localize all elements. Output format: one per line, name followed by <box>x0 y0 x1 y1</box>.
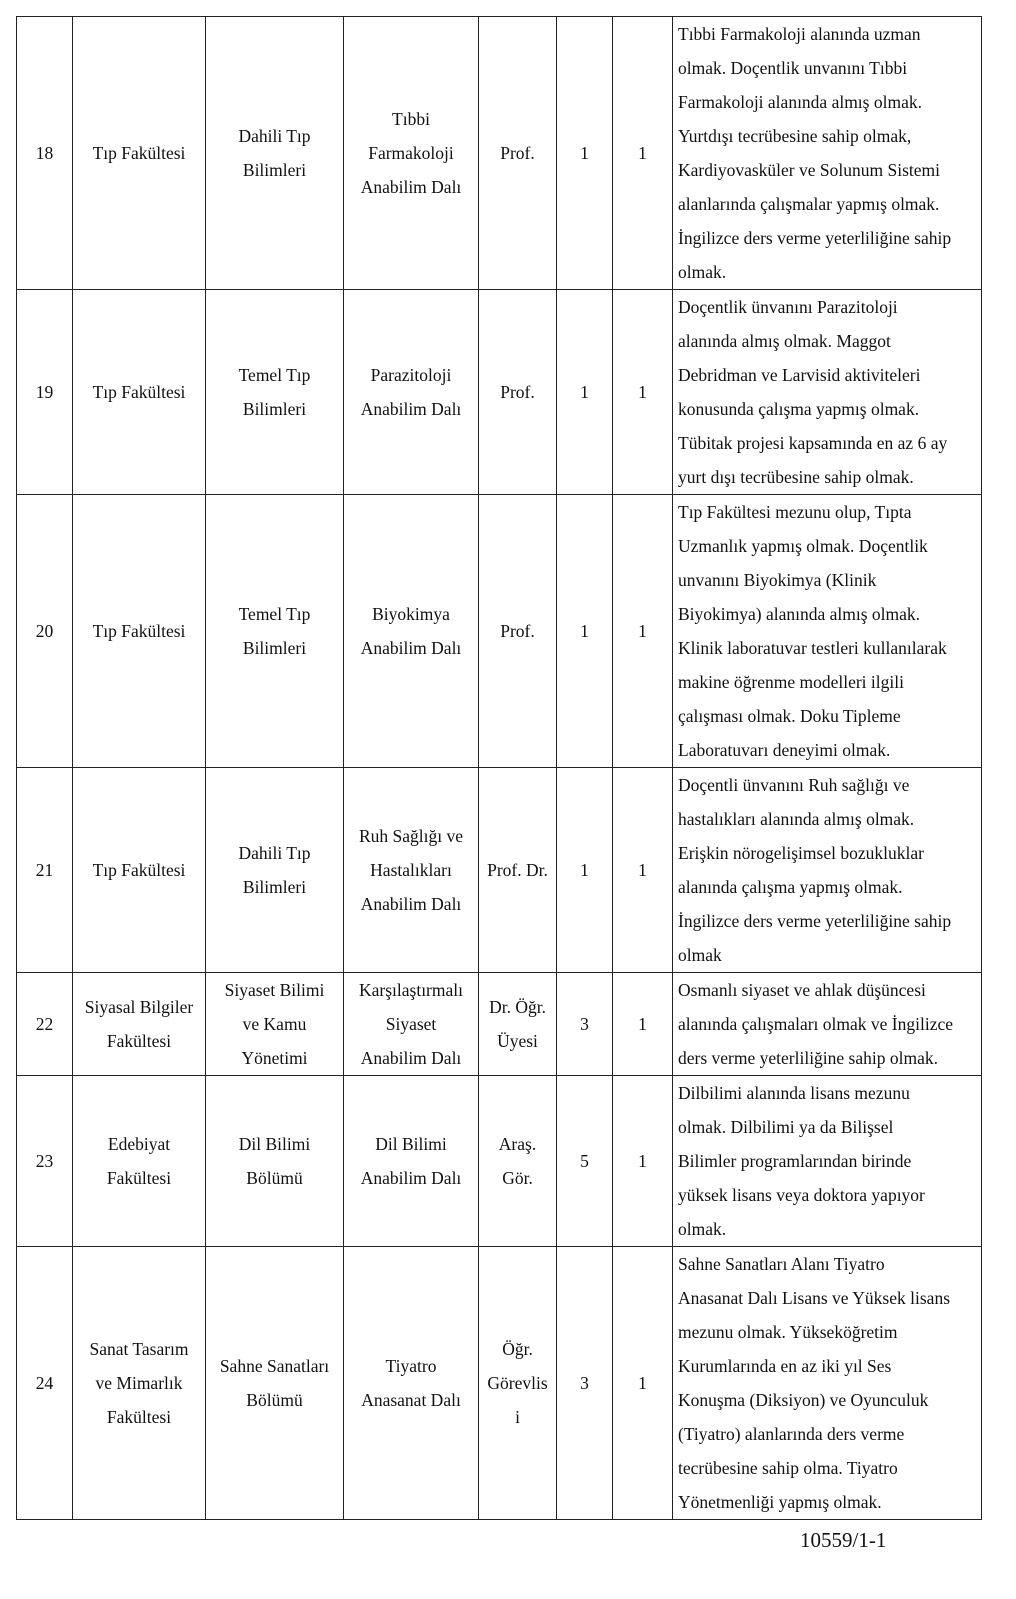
cell-row-number: 18 <box>17 17 73 290</box>
cell-academic-title-line: i <box>515 1407 520 1427</box>
cell-academic-title-line: Prof. Dr. <box>487 860 548 880</box>
cell-requirements <box>673 768 982 973</box>
cell-division <box>344 1076 479 1247</box>
staff-positions-table <box>16 16 982 1520</box>
cell-academic-title-line: Gör. <box>502 1168 533 1188</box>
cell-degree: 1 <box>557 290 613 495</box>
cell-requirements-line: Yönetmenliği yapmış olmak. <box>678 1492 882 1512</box>
cell-division-line: Ruh Sağlığı ve <box>358 826 464 846</box>
cell-degree: 1 <box>557 768 613 973</box>
cell-requirements <box>673 1247 982 1520</box>
cell-position-count: 1 <box>613 495 673 768</box>
cell-position-count: 1 <box>613 17 673 290</box>
cell-faculty-line: Fakültesi <box>106 1031 172 1051</box>
cell-division-line: Anabilim Dalı <box>360 399 462 419</box>
cell-position-count: 1 <box>613 1247 673 1520</box>
cell-academic-title-line: Üyesi <box>497 1031 538 1051</box>
cell-requirements-line: alanında almış olmak. Maggot <box>678 331 891 351</box>
table-row <box>17 973 982 1076</box>
cell-division <box>344 290 479 495</box>
cell-faculty <box>73 973 206 1076</box>
document-reference-number: 10559/1-1 <box>800 1528 887 1552</box>
cell-division <box>344 768 479 973</box>
cell-department-line: Sahne Sanatları <box>219 1356 330 1376</box>
cell-requirements-line: Doçentli ünvanını Ruh sağlığı ve <box>678 775 910 795</box>
cell-faculty-line: Edebiyat <box>107 1134 171 1154</box>
cell-degree: 3 <box>557 973 613 1076</box>
cell-academic-title <box>479 973 557 1076</box>
cell-requirements-line: Kurumlarında en az iki yıl Ses <box>678 1356 892 1376</box>
table-row <box>17 290 982 495</box>
cell-requirements-line: unvanını Biyokimya (Klinik <box>678 570 877 590</box>
cell-requirements-line: olmak <box>678 945 722 965</box>
cell-division <box>344 17 479 290</box>
cell-requirements-line: Osmanlı siyaset ve ahlak düşüncesi <box>678 980 926 1000</box>
cell-division-line: Parazitoloji <box>370 365 452 385</box>
cell-division-line: Anabilim Dalı <box>360 177 462 197</box>
cell-academic-title <box>479 1076 557 1247</box>
cell-row-number: 23 <box>17 1076 73 1247</box>
cell-requirements-line: Tıbbi Farmakoloji alanında uzman <box>678 24 921 44</box>
cell-faculty-line: Tıp Fakültesi <box>92 860 186 880</box>
cell-department-line: Bilimleri <box>242 399 307 419</box>
cell-degree: 5 <box>557 1076 613 1247</box>
cell-requirements-line: Bilimler programlarından birinde <box>678 1151 912 1171</box>
cell-faculty <box>73 290 206 495</box>
cell-requirements-line: Kardiyovasküler ve Solunum Sistemi <box>678 160 940 180</box>
cell-requirements-line: makine öğrenme modelleri ilgili <box>678 672 904 692</box>
cell-requirements-line: İngilizce ders verme yeterliliğine sahip <box>678 911 952 931</box>
cell-requirements-line: alanlarında çalışmalar yapmış olmak. <box>678 194 940 214</box>
cell-division-line: Anabilim Dalı <box>360 638 462 658</box>
cell-department-line: ve Kamu <box>242 1014 307 1034</box>
cell-row-number: 19 <box>17 290 73 495</box>
cell-academic-title-line: Prof. <box>500 143 535 163</box>
cell-division-line: Dil Bilimi <box>375 1134 447 1154</box>
cell-degree: 3 <box>557 1247 613 1520</box>
cell-department-line: Bölümü <box>246 1168 303 1188</box>
cell-faculty <box>73 768 206 973</box>
cell-department <box>206 495 344 768</box>
cell-requirements-line: olmak. Doçentlik unvanını Tıbbi <box>678 58 908 78</box>
cell-position-count: 1 <box>613 290 673 495</box>
cell-requirements <box>673 290 982 495</box>
cell-requirements-line: Sahne Sanatları Alanı Tiyatro <box>678 1254 885 1274</box>
cell-division-line: Biyokimya <box>372 604 450 624</box>
cell-requirements-line: İngilizce ders verme yeterliliğine sahip <box>678 228 952 248</box>
cell-division <box>344 973 479 1076</box>
cell-position-count: 1 <box>613 973 673 1076</box>
cell-requirements-line: Tıp Fakültesi mezunu olup, Tıpta <box>678 502 912 522</box>
cell-faculty <box>73 17 206 290</box>
cell-academic-title <box>479 768 557 973</box>
cell-academic-title <box>479 290 557 495</box>
cell-row-number: 21 <box>17 768 73 973</box>
cell-department <box>206 17 344 290</box>
cell-academic-title-line: Araş. <box>498 1134 537 1154</box>
cell-requirements-line: ders verme yeterliliğine sahip olmak. <box>678 1048 938 1068</box>
cell-requirements-line: mezunu olmak. Yükseköğretim <box>678 1322 898 1342</box>
cell-department <box>206 1247 344 1520</box>
cell-department-line: Dahili Tıp <box>238 843 311 863</box>
table-body <box>17 17 982 1520</box>
table-row <box>17 495 982 768</box>
cell-requirements-line: Yurtdışı tecrübesine sahip olmak, <box>678 126 912 146</box>
cell-division-line: Farmakoloji <box>368 143 454 163</box>
cell-requirements-line: Anasanat Dalı Lisans ve Yüksek lisans <box>678 1288 951 1308</box>
cell-requirements-line: Doçentlik ünvanını Parazitoloji <box>678 297 898 317</box>
cell-requirements <box>673 973 982 1076</box>
cell-division-line: Hastalıkları <box>370 860 452 880</box>
cell-requirements-line: (Tiyatro) alanlarında ders verme <box>678 1424 905 1444</box>
cell-division-line: Tiyatro <box>385 1356 437 1376</box>
cell-faculty-line: Fakültesi <box>106 1168 172 1188</box>
cell-department <box>206 1076 344 1247</box>
cell-department-line: Bilimleri <box>242 160 307 180</box>
cell-requirements-line: Uzmanlık yapmış olmak. Doçentlik <box>678 536 928 556</box>
cell-requirements-line: olmak. Dilbilimi ya da Bilişsel <box>678 1117 894 1137</box>
cell-requirements <box>673 1076 982 1247</box>
cell-faculty-line: ve Mimarlık <box>95 1373 183 1393</box>
cell-requirements <box>673 495 982 768</box>
cell-requirements-line: yüksek lisans veya doktora yapıyor <box>678 1185 925 1205</box>
cell-row-number: 22 <box>17 973 73 1076</box>
cell-degree: 1 <box>557 495 613 768</box>
cell-requirements-line: konusunda çalışma yapmış olmak. <box>678 399 920 419</box>
cell-requirements-line: alanında çalışmaları olmak ve İngilizce <box>678 1014 954 1034</box>
cell-requirements-line: Konuşma (Diksiyon) ve Oyunculuk <box>678 1390 929 1410</box>
cell-requirements-line: Klinik laboratuvar testleri kullanılarak <box>678 638 947 658</box>
cell-department-line: Yönetimi <box>241 1048 308 1068</box>
cell-division-line: Anabilim Dalı <box>360 894 462 914</box>
cell-position-count: 1 <box>613 1076 673 1247</box>
cell-faculty <box>73 495 206 768</box>
cell-division-line: Siyaset <box>385 1014 437 1034</box>
cell-academic-title-line: Görevlis <box>487 1373 548 1393</box>
cell-division <box>344 1247 479 1520</box>
cell-requirements <box>673 17 982 290</box>
cell-faculty-line: Tıp Fakültesi <box>92 143 186 163</box>
cell-division-line: Anabilim Dalı <box>360 1168 462 1188</box>
cell-department-line: Bilimleri <box>242 638 307 658</box>
cell-department-line: Siyaset Bilimi <box>224 980 325 1000</box>
table-row <box>17 17 982 290</box>
cell-requirements-line: tecrübesine sahip olma. Tiyatro <box>678 1458 898 1478</box>
cell-faculty-line: Tıp Fakültesi <box>92 382 186 402</box>
cell-division-line: Karşılaştırmalı <box>358 980 463 1000</box>
cell-department-line: Bölümü <box>246 1390 303 1410</box>
cell-department-line: Bilimleri <box>242 877 307 897</box>
cell-academic-title-line: Öğr. <box>502 1339 533 1359</box>
cell-academic-title <box>479 1247 557 1520</box>
cell-position-count: 1 <box>613 768 673 973</box>
cell-requirements-line: yurt dışı tecrübesine sahip olmak. <box>678 467 914 487</box>
cell-division-line: Anabilim Dalı <box>360 1048 462 1068</box>
cell-faculty-line: Fakültesi <box>106 1407 172 1427</box>
cell-requirements-line: Erişkin nörogelişimsel bozukluklar <box>678 843 924 863</box>
cell-row-number: 24 <box>17 1247 73 1520</box>
cell-department-line: Temel Tıp <box>238 365 311 385</box>
cell-department-line: Dahili Tıp <box>238 126 311 146</box>
cell-requirements-line: olmak. <box>678 1219 727 1239</box>
cell-requirements-line: Debridman ve Larvisid aktiviteleri <box>678 365 921 385</box>
cell-faculty <box>73 1247 206 1520</box>
cell-faculty-line: Sanat Tasarım <box>89 1339 189 1359</box>
cell-requirements-line: olmak. <box>678 262 727 282</box>
cell-requirements-line: Dilbilimi alanında lisans mezunu <box>678 1083 910 1103</box>
cell-division-line: Anasanat Dalı <box>361 1390 461 1410</box>
cell-requirements-line: Biyokimya) alanında almış olmak. <box>678 604 921 624</box>
table-row <box>17 1076 982 1247</box>
cell-requirements-line: Tübitak projesi kapsamında en az 6 ay <box>678 433 948 453</box>
cell-requirements-line: çalışması olmak. Doku Tipleme <box>678 706 901 726</box>
table-row <box>17 768 982 973</box>
cell-academic-title-line: Dr. Öğr. <box>489 997 546 1017</box>
cell-department <box>206 290 344 495</box>
cell-requirements-line: alanında çalışma yapmış olmak. <box>678 877 903 897</box>
cell-academic-title <box>479 495 557 768</box>
cell-faculty <box>73 1076 206 1247</box>
cell-faculty-line: Siyasal Bilgiler <box>84 997 194 1017</box>
cell-department-line: Temel Tıp <box>238 604 311 624</box>
cell-academic-title-line: Prof. <box>500 621 535 641</box>
cell-row-number: 20 <box>17 495 73 768</box>
cell-degree: 1 <box>557 17 613 290</box>
cell-requirements-line: hastalıkları alanında almış olmak. <box>678 809 915 829</box>
cell-division-line: Tıbbi <box>392 109 430 129</box>
cell-department <box>206 973 344 1076</box>
cell-academic-title <box>479 17 557 290</box>
cell-department-line: Dil Bilimi <box>238 1134 311 1154</box>
cell-division <box>344 495 479 768</box>
cell-requirements-line: Farmakoloji alanında almış olmak. <box>678 92 922 112</box>
cell-academic-title-line: Prof. <box>500 382 535 402</box>
cell-department <box>206 768 344 973</box>
cell-requirements-line: Laboratuvarı deneyimi olmak. <box>678 740 891 760</box>
table-row <box>17 1247 982 1520</box>
cell-faculty-line: Tıp Fakültesi <box>92 621 186 641</box>
